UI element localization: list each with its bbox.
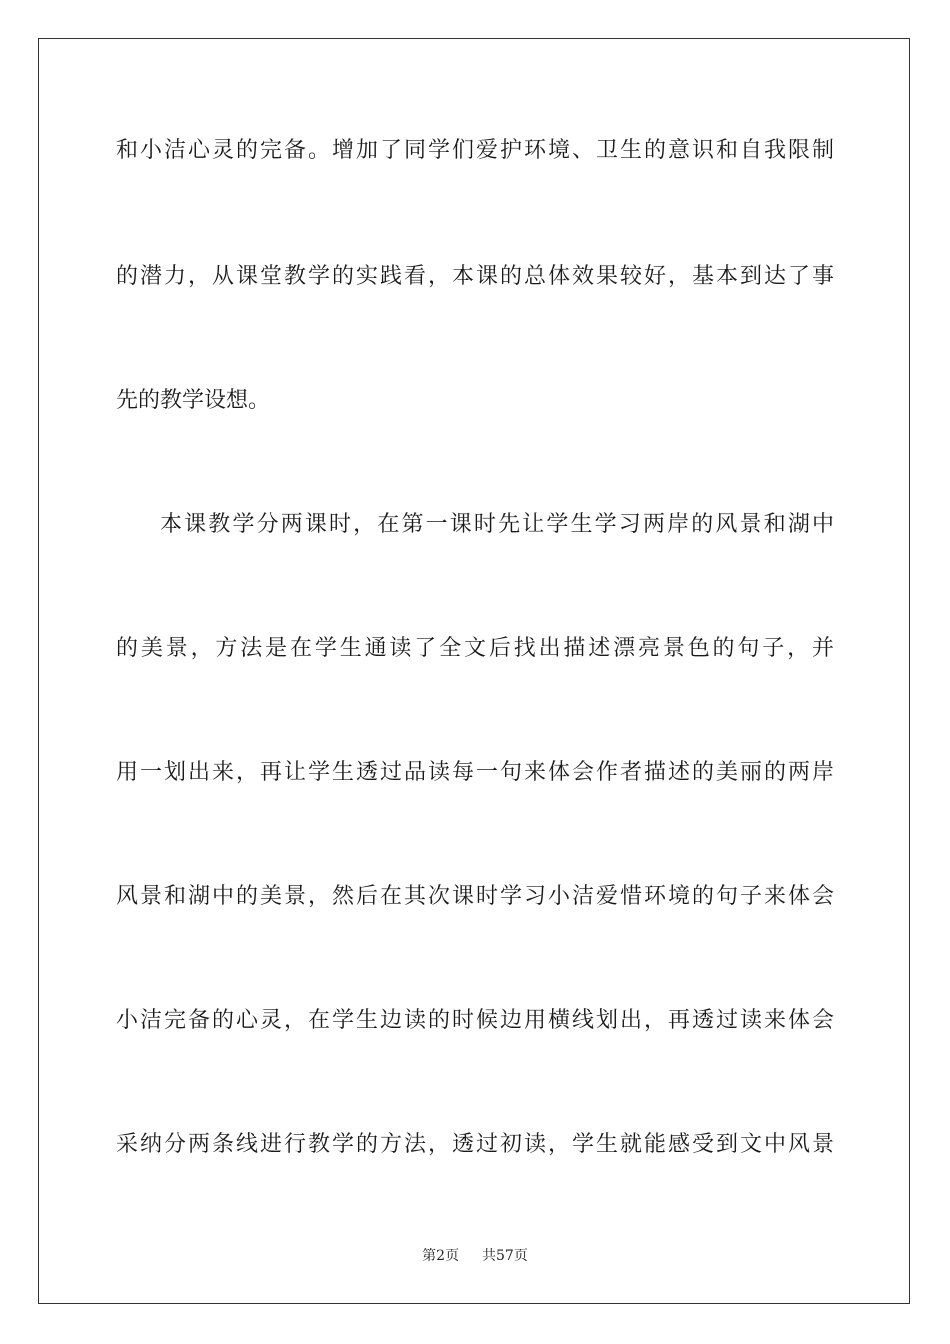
page-number: 第2页: [422, 1248, 460, 1264]
text-line: 和小洁心灵的完备。增加了同学们爱护环境、卫生的意识和自我限制: [116, 138, 834, 163]
text-line: 本课教学分两课时，在第一课时先让学生学习两岸的风景和湖中: [160, 512, 834, 537]
text-line: 采纳分两条线进行教学的方法，透过初读，学生就能感受到文中风景: [116, 1132, 834, 1157]
text-line: 小洁完备的心灵，在学生边读的时候边用横线划出，再透过读来体会: [116, 1008, 834, 1033]
text-line: 用一划出来，再让学生透过品读每一句来体会作者描述的美丽的两岸: [116, 760, 834, 785]
page-footer: [0, 1246, 950, 1266]
page-border: [38, 38, 910, 1304]
text-line: 风景和湖中的美景，然后在其次课时学习小洁爱惜环境的句子来体会: [116, 884, 834, 909]
text-line: 的美景，方法是在学生通读了全文后找出描述漂亮景色的句子，并: [116, 636, 834, 661]
page-total: 共57页: [482, 1248, 528, 1264]
text-line: 的潜力，从课堂教学的实践看，本课的总体效果较好，基本到达了事: [116, 264, 834, 289]
text-line: 先的教学设想。: [116, 388, 271, 413]
